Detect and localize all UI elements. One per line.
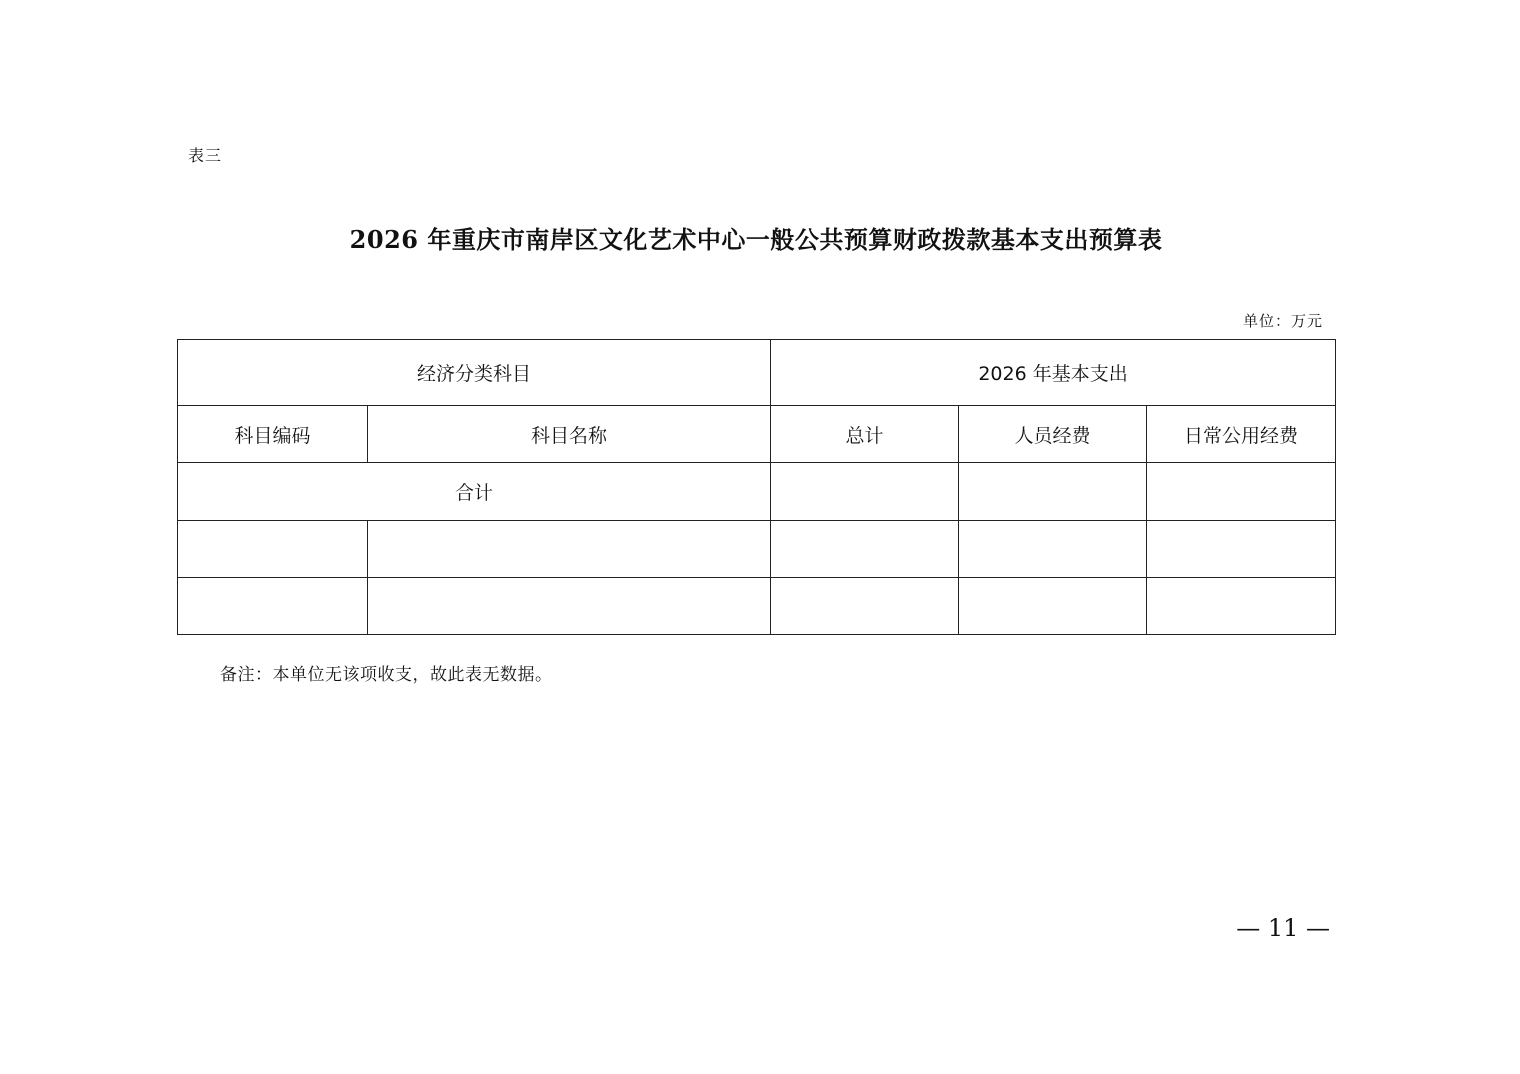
column-header-public-use: 日常公用经费 <box>1147 406 1336 463</box>
total-cell <box>959 463 1147 521</box>
total-row-label: 合计 <box>178 463 771 521</box>
header-basic-expenditure: 2026 年基本支出 <box>771 340 1336 406</box>
table-cell <box>959 578 1147 635</box>
total-cell <box>1147 463 1336 521</box>
remark-note: 备注：本单位无该项收支，故此表无数据。 <box>220 665 553 685</box>
unit-note: 单位：万元 <box>1242 312 1323 330</box>
budget-table <box>177 339 1336 635</box>
table-cell <box>1147 578 1336 635</box>
column-header-name: 科目名称 <box>368 406 771 463</box>
column-header-code: 科目编码 <box>178 406 368 463</box>
table-cell <box>368 578 771 635</box>
header-economic-classification: 经济分类科目 <box>178 340 771 406</box>
column-header-personnel: 人员经费 <box>959 406 1147 463</box>
table-row <box>178 578 1336 635</box>
table-total-row <box>178 463 1336 521</box>
page-title: 2026 年重庆市南岸区文化艺术中心一般公共预算财政拨款基本支出预算表 <box>349 225 1163 254</box>
total-cell <box>771 463 959 521</box>
table-cell <box>1147 521 1336 578</box>
page-number: — 11 — <box>1236 914 1330 942</box>
table-cell <box>178 578 368 635</box>
column-header-total: 总计 <box>771 406 959 463</box>
table-column-header-row <box>178 406 1336 463</box>
table-label: 表三 <box>188 146 223 165</box>
table-row <box>178 521 1336 578</box>
table-cell <box>771 578 959 635</box>
table-cell <box>959 521 1147 578</box>
table-cell <box>178 521 368 578</box>
table-cell <box>368 521 771 578</box>
table-group-header-row <box>178 340 1336 406</box>
table-cell <box>771 521 959 578</box>
